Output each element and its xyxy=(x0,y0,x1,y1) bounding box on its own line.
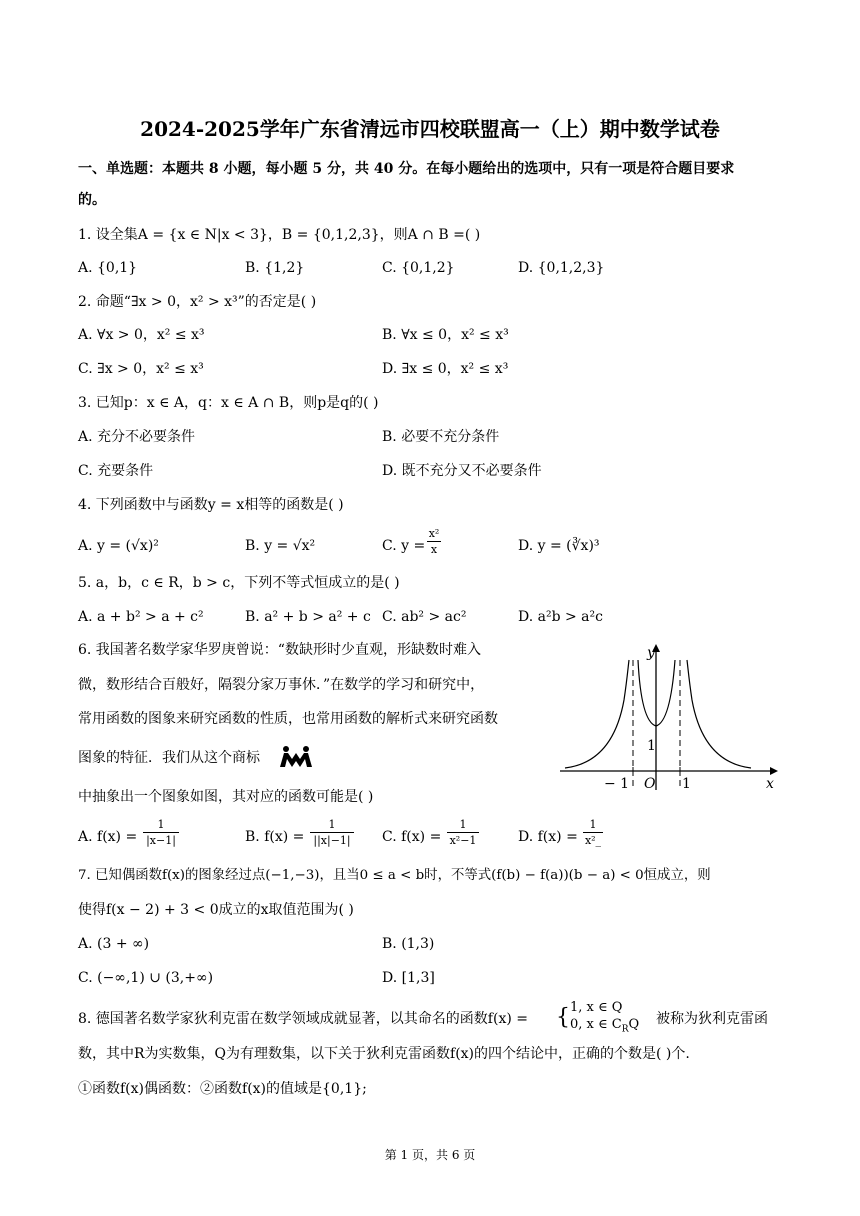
question-8-case-2 xyxy=(570,1016,639,1039)
question-3-option-b: B. 必要不充分条件 xyxy=(382,429,500,445)
question-7-line-2: 使得f(x − 2) + 3 < 0成立的x取值范围为( ) xyxy=(78,902,354,918)
question-1-option-c: C. {0,1,2} xyxy=(382,260,455,276)
question-6-option-c-numerator: 1 xyxy=(459,818,467,831)
question-1-option-b: B. {1,2} xyxy=(245,260,305,276)
question-6-option-c-prefix: C. f(x) = xyxy=(382,829,442,845)
question-6-option-d-prefix: D. f(x) = xyxy=(518,829,578,845)
question-5-option-d: D. a²b > a²c xyxy=(518,609,603,625)
function-graph xyxy=(560,640,780,795)
circled-number-2: ② xyxy=(200,1081,215,1097)
fraction-bar xyxy=(583,832,603,833)
question-3-option-a: A. 充分不必要条件 xyxy=(78,429,196,445)
question-8-statements xyxy=(78,1079,367,1099)
section-heading-line1: 一、单选题：本题共 8 小题，每小题 5 分，共 40 分。在每小题给出的选项中，只有一项是符合题目要求 xyxy=(78,161,735,177)
question-5-option-a: A. a + b² > a + c² xyxy=(78,609,204,625)
question-6-option-b-prefix: B. f(x) = xyxy=(245,829,305,845)
question-4-option-d: D. y = (∛x)³ xyxy=(518,538,600,554)
question-2-option-b: B. ∀x ≤ 0，x² ≤ x³ xyxy=(382,327,509,343)
question-8-case-1: 1, x ∈ Q xyxy=(570,1000,623,1015)
question-8-statement-2: 函数f(x)的值域是{0,1}; xyxy=(214,1081,367,1097)
question-6-option-b-denominator: ||x|−1| xyxy=(313,834,351,847)
kappa-logo-icon xyxy=(278,745,314,767)
page-title: 2024-2025学年广东省清远市四校联盟高一（上）期中数学试卷 xyxy=(140,117,720,141)
question-5-stem: 5. a，b，c ∈ R，b > c，下列不等式恒成立的是( ) xyxy=(78,575,400,591)
question-3-stem: 3. 已知p：x ∈ A，q：x ∈ A ∩ B，则p是q的( ) xyxy=(78,395,379,411)
question-7-option-c: C. (−∞,1) ∪ (3,+∞) xyxy=(78,970,214,986)
question-4-option-a: A. y = (√x)² xyxy=(78,538,159,554)
question-1-stem: 1. 设全集A = {x ∈ N|x < 3}，B = {0,1,2,3}，则A ∩ B =( ) xyxy=(78,227,481,243)
fraction-bar xyxy=(310,832,354,833)
question-6-line-5: 中抽象出一个图象如图，其对应的函数可能是( ) xyxy=(78,789,374,805)
fraction-bar xyxy=(447,832,479,833)
question-4-stem: 4. 下列函数中与函数y = x相等的函数是( ) xyxy=(78,497,344,513)
question-6-option-a-denominator: |x−1| xyxy=(146,834,176,847)
question-1-option-a: A. {0,1} xyxy=(78,260,138,276)
question-8-case-2-subscript: R xyxy=(621,1024,629,1035)
question-7-option-d: D. [1,3] xyxy=(382,970,435,986)
question-8-case-2-text: 0, x ∈ C xyxy=(570,1017,622,1032)
question-5-option-b: B. a² + b > a² + c xyxy=(245,609,371,625)
question-5-option-c: C. ab² > ac² xyxy=(382,609,467,625)
graph-one-label: 1 xyxy=(682,776,691,792)
question-2-option-c: C. ∃x > 0，x² ≤ x³ xyxy=(78,361,204,377)
question-6-option-a-prefix: A. f(x) = xyxy=(78,829,138,845)
question-7-option-a: A. (3 + ∞) xyxy=(78,936,150,952)
question-6-option-d-numerator: 1 xyxy=(589,818,597,831)
graph-neg-one-label: − 1 xyxy=(604,776,630,792)
question-4-option-c-prefix: C. y = xyxy=(382,538,426,554)
question-8-line-2: 数，其中R为实数集，Q为有理数集，以下关于狄利克雷函数f(x)的四个结论中，正确的个数是( )个. xyxy=(78,1046,690,1062)
page-footer: 第 1 页，共 6 页 xyxy=(384,1148,476,1162)
question-1-option-d: D. {0,1,2,3} xyxy=(518,260,605,276)
fraction-bar xyxy=(427,541,441,542)
question-6-option-c-denominator: x²−1 xyxy=(449,834,477,847)
graph-x-label: x xyxy=(766,776,774,792)
question-8-line-1-suffix: 被称为狄利克雷函 xyxy=(656,1011,768,1027)
question-3-option-c: C. 充要条件 xyxy=(78,463,154,479)
question-8-case-2-end: Q xyxy=(628,1017,640,1032)
circled-number-1: ① xyxy=(78,1081,92,1097)
question-7-line-1: 7. 已知偶函数f(x)的图象经过点(−1,−3)，且当0 ≤ a < b时，不等式(f(b) − f(a))(b − a) < 0恒成立，则 xyxy=(78,868,711,883)
graph-y-one-label: 1 xyxy=(647,738,656,754)
question-6-line-4: 图象的特征．我们从这个商标 xyxy=(78,750,260,766)
question-6-option-a-numerator: 1 xyxy=(157,818,165,831)
graph-y-label: y xyxy=(647,645,655,661)
piecewise-brace: { xyxy=(556,1005,570,1030)
question-6-option-b-numerator: 1 xyxy=(328,818,336,831)
question-2-stem: 2. 命题“∃x > 0，x² > x³”的否定是( ) xyxy=(78,294,317,310)
section-heading-line2: 的。 xyxy=(78,192,106,208)
question-2-option-d: D. ∃x ≤ 0，x² ≤ x³ xyxy=(382,361,509,377)
question-8-statement-1: 函数f(x)偶函数： xyxy=(92,1081,201,1097)
question-7-option-b: B. (1,3) xyxy=(382,936,435,952)
graph-origin-label: O xyxy=(644,776,656,792)
fraction-bar xyxy=(143,832,179,833)
question-8-line-1-prefix: 8. 德国著名数学家狄利克雷在数学领域成就显著，以其命名的函数f(x) = xyxy=(78,1011,528,1027)
question-2-option-a: A. ∀x > 0，x² ≤ x³ xyxy=(78,327,205,343)
question-6-line-1: 6. 我国著名数学家华罗庚曾说：“数缺形时少直观，形缺数时难入 xyxy=(78,642,481,658)
question-4-option-c-denominator: x xyxy=(430,543,438,556)
question-6-option-d-denominator: x²_ xyxy=(584,834,602,847)
question-4-option-c-numerator: x² xyxy=(428,527,440,540)
question-6-line-3: 常用函数的图象来研究函数的性质，也常用函数的解析式来研究函数 xyxy=(78,711,498,727)
question-3-option-d: D. 既不充分又不必要条件 xyxy=(382,463,542,479)
question-4-option-b: B. y = √x² xyxy=(245,538,316,554)
question-6-line-2: 微，数形结合百般好，隔裂分家万事休．”在数学的学习和研究中， xyxy=(78,677,485,693)
